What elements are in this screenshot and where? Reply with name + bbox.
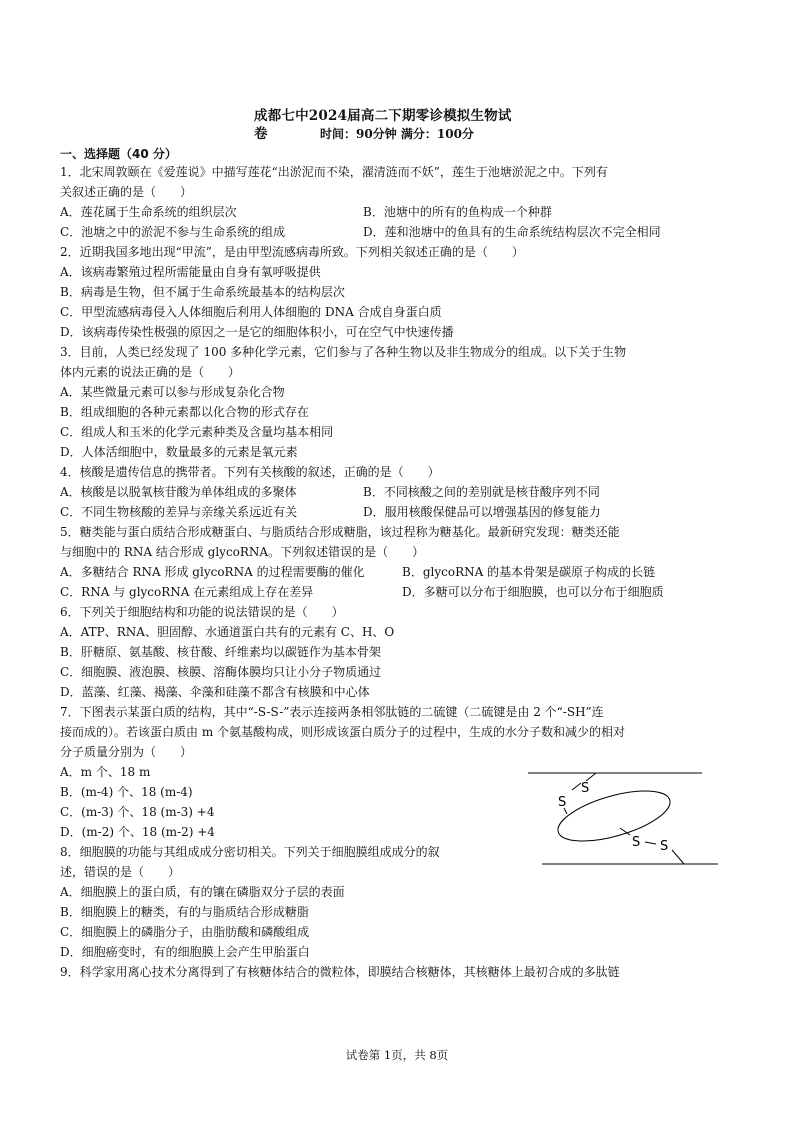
exam-meta: 时间：90分钟 满分：100分 [320,127,474,141]
q5-option-b: B．glycoRNA 的基本骨架是碳原子构成的长链 [402,565,656,579]
q7-stem-line3: 分子质量分别为（ ） [60,745,193,759]
peptide-ring [553,781,676,851]
q3-stem-line1: 3．目前，人类已经发现了 100 多种化学元素，它们参与了各种生物以及非生物成分的组成。以下关于生物 [60,345,627,359]
title-block [60,98,720,144]
q3-option-c: C．组成人和玉米的化学元素种类及含量均基本相同 [60,425,334,439]
q1-option-d: D．莲和池塘中的鱼具有的生命系统结构层次不完全相同 [363,225,661,239]
q1-option-a: A．莲花属于生命系统的组织层次 [60,205,237,219]
q8-option-c: C．细胞膜上的磷脂分子，由脂肪酸和磷酸组成 [60,925,310,939]
q6-stem-line1: 6．下列关于细胞结构和功能的说法错误的是（ ） [60,605,344,619]
q7-stem-line1: 7．下图表示某蛋白质的结构，其中“-S-S-”表示连接两条相邻肽链的二硫键（二硫键是由 2 个“-SH”连 [60,705,604,719]
s-label-2: S [558,795,567,810]
q5-stem-line1: 5．糖类能与蛋白质结合形成糖蛋白、与脂质结合形成糖脂，该过程称为糖基化。最新研究发现：糖类还能 [60,525,620,539]
s-label-4: S [660,839,669,854]
exam-page [60,98,720,979]
q8-option-b: B．细胞膜上的糖类，有的与脂质结合形成糖脂 [60,905,309,919]
s-label-1: S [581,781,590,796]
q2-option-b: B．病毒是生物，但不属于生命系统最基本的结构层次 [60,285,345,299]
q6-option-d: D．蓝藻、红藻、褐藻、伞藻和硅藻不都含有核膜和中心体 [60,685,370,699]
q7-stem-line2: 接而成的）。若该蛋白质由 m 个氨基酸构成，则形成该蛋白质分子的过程中，生成的水分子数和减少的相对 [60,725,626,739]
q1-stem-line2: 关叙述正确的是（ ） [60,185,193,199]
q5-stem-line2: 与细胞中的 RNA 结合形成 glycoRNA。下列叙述错误的是（ ） [60,545,425,559]
protein-structure-diagram [522,770,752,875]
q1-option-b: B．池塘中的所有的鱼构成一个种群 [363,205,552,219]
q6-option-c: C．细胞膜、液泡膜、核膜、溶酶体膜均只让小分子物质通过 [60,665,382,679]
q5-option-d: D．多糖可以分布于细胞膜，也可以分布于细胞质 [402,585,664,599]
q4-option-c: C．不同生物核酸的差异与亲缘关系远近有关 [60,505,298,519]
q5-option-a: A．多糖结合 RNA 形成 glycoRNA 的过程需要酶的催化 [60,565,365,579]
q2-option-a: A．该病毒繁殖过程所需能量由自身有氧呼吸提供 [60,265,321,279]
section-heading: 一、选择题（40 分） [60,147,177,161]
q3-option-b: B．组成细胞的各种元素都以化合物的形式存在 [60,405,309,419]
q3-option-d: D．人体活细胞中，数量最多的元素是氧元素 [60,445,298,459]
q1-option-c: C．池塘之中的淤泥不参与生命系统的组成 [60,225,286,239]
q7-option-b: B．(m-4) 个、18 (m-4) [60,785,193,799]
disulfide-bond-1 [572,783,581,790]
bottom-link-line [672,850,684,864]
q8-stem-line2: 述，错误的是（ ） [60,865,181,879]
top-link-line [586,773,596,781]
s-label-3: S [632,835,641,850]
q6-option-b: B．肝糖原、氨基酸、核苷酸、纤维素均以碳链作为基本骨架 [60,645,381,659]
q4-option-b: B．不同核酸之间的差别就是核苷酸序列不同 [363,485,600,499]
q2-stem-line1: 2．近期我国多地出现“甲流”，是由甲型流感病毒所致。下列相关叙述正确的是（ ） [60,245,524,259]
q8-option-a: A．细胞膜上的蛋白质，有的镶在磷脂双分子层的表面 [60,885,345,899]
q8-stem-line1: 8．细胞膜的功能与其组成成分密切相关。下列关于细胞膜组成成分的叙 [60,845,440,859]
q4-option-d: D．服用核酸保健品可以增强基因的修复能力 [363,505,601,519]
exam-title-continued: 卷 [254,126,268,142]
q2-option-c: C．甲型流感病毒侵入人体细胞后利用人体细胞的 DNA 合成自身蛋白质 [60,305,442,319]
q9-stem-line1: 9．科学家用离心技术分离得到了有核糖体结合的微粒体，即膜结合核糖体，其核糖体上最初合成的多肽链 [60,965,620,979]
q7-option-a: A．m 个、18 m [60,765,151,779]
page-footer: 试卷第 1页，共 8页 [345,1048,449,1062]
q5-option-c: C．RNA 与 glycoRNA 在元素组成上存在差异 [60,585,314,599]
q1-stem-line1: 1．北宋周敦颐在《爱莲说》中描写莲花“出淤泥而不染，濯清涟而不妖”，莲生于池塘淤泥之中。下列有 [60,165,608,179]
q8-option-d: D．细胞癌变时，有的细胞膜上会产生甲胎蛋白 [60,945,310,959]
q6-option-a: A．ATP、RNA、胆固醇、水通道蛋白共有的元素有 C、H、O [60,625,395,639]
q2-option-d: D．该病毒传染性极强的原因之一是它的细胞体积小，可在空气中快速传播 [60,325,454,339]
exam-title: 成都七中2024届高二下期零诊模拟生物试 [254,108,512,124]
q7-option-c: C．(m-3) 个、18 (m-3) +4 [60,805,215,819]
disulfide-bond-2 [645,842,656,844]
q3-option-a: A．某些微量元素可以参与形成复杂化合物 [60,385,285,399]
q4-option-a: A．核酸是以脱氧核苷酸为单体组成的多聚体 [60,485,297,499]
q4-stem-line1: 4．核酸是遗传信息的携带者。下列有关核酸的叙述，正确的是（ ） [60,465,440,479]
q3-stem-line2: 体内元素的说法正确的是（ ） [60,365,241,379]
q7-option-d: D．(m-2) 个、18 (m-2) +4 [60,825,215,839]
